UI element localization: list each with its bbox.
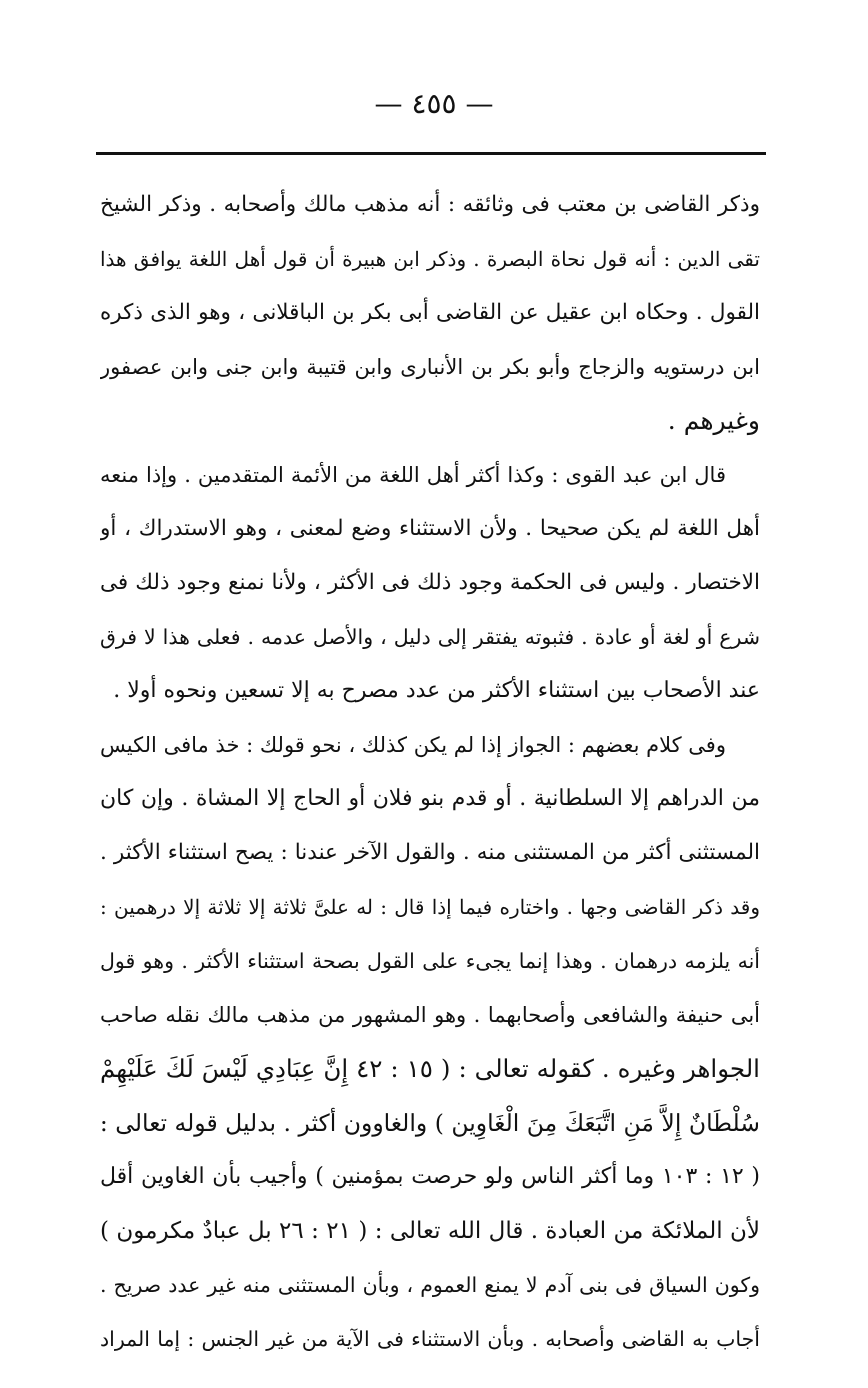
paragraph-1: [100, 178, 760, 448]
text-line: القول . وحكاه ابن عقيل عن القاضى أبى بكر بن الباقلانى ، وهو الذى ذكره: [100, 300, 760, 325]
text-line: شرع أو لغة أو عادة . فثبوته يفتقر إلى دليل ، والأصل عدمه . فعلى هذا لا فرق: [100, 625, 760, 649]
text-line: وغيرهم .: [667, 406, 760, 435]
header-rule: [96, 152, 766, 155]
text-line: وفى كلام بعضهم : الجواز إذا لم يكن كذلك ، نحو قولك : خذ مافى الكيس: [100, 733, 726, 757]
paragraph-2: [100, 448, 760, 718]
text-line: سُلْطَانٌ إِلاَّ مَنِ اتَّبَعَكَ مِنَ الْغَاوِين ) والغاوون أكثر . بدليل قوله تعالى :: [100, 1109, 760, 1137]
text-line: ( ١٢ : ١٠٣ وما أكثر الناس ولو حرصت بمؤمنين ) وأجيب بأن الغاوين أقل: [100, 1164, 760, 1189]
text-line: الاختصار . وليس فى الحكمة وجود ذلك فى الأكثر ، ولأنا نمنع وجود ذلك فى: [100, 570, 760, 595]
text-line: وقد ذكر القاضى وجها . واختاره فيما إذا قال : له علىَّ ثلاثة إلا ثلاثة إلا درهمين :: [100, 895, 760, 919]
text-line: وذكر القاضى بن معتب فى وثائقه : أنه مذهب مالك وأصحابه . وذكر الشيخ: [100, 192, 760, 217]
text-line: عند الأصحاب بين استثناء الأكثر من عدد مصرح به إلا تسعين ونحوه أولا .: [113, 678, 760, 703]
text-line: أهل اللغة لم يكن صحيحا . ولأن الاستثناء وضع لمعنى ، وهو الاستدراك ، أو: [100, 516, 760, 541]
text-line: أجاب به القاضى وأصحابه . وبأن الاستثناء فى الآية من غير الجنس : إما المراد: [100, 1327, 760, 1351]
paragraph-3: [100, 718, 760, 1366]
text-line: الجواهر وغيره . كقوله تعالى : ( ١٥ : ٤٢ إِنَّ عِبَادِي لَيْسَ لَكَ عَلَيْهِمْ: [100, 1054, 760, 1083]
body-text: [100, 178, 760, 1366]
text-line: من الدراهم إلا السلطانية . أو قدم بنو فلان أو الحاج إلا المشاة . وإن كان: [100, 786, 760, 811]
text-line: لأن الملائكة من العبادة . قال الله تعالى : ( ٢١ : ٢٦ بل عبادٌ مكرمون ): [100, 1218, 760, 1244]
text-line: أبى حنيفة والشافعى وأصحابهما . وهو المشهور من مذهب مالك نقله صاحب: [100, 1003, 760, 1027]
text-line: وكون السياق فى بنى آدم لا يمنع العموم ، وبأن المستثنى منه غير عدد صريح .: [100, 1273, 760, 1297]
text-line: قال ابن عبد القوى : وكذا أكثر أهل اللغة من الأئمة المتقدمين . وإذا منعه: [100, 463, 726, 487]
text-line: المستثنى أكثر من المستثنى منه . والقول الآخر عندنا : يصح استثناء الأكثر .: [100, 840, 760, 865]
text-line: تقى الدين : أنه قول نحاة البصرة . وذكر ابن هبيرة أن قول أهل اللغة يوافق هذا: [100, 247, 760, 271]
page-number: — ٤٥٥ —: [374, 87, 494, 120]
text-line: ابن درستويه والزجاج وأبو بكر بن الأنبارى وابن قتيبة وابن جنى وابن عصفور: [100, 355, 760, 379]
text-line: أنه يلزمه درهمان . وهذا إنما يجىء على القول بصحة استثناء الأكثر . وهو قول: [100, 949, 760, 973]
